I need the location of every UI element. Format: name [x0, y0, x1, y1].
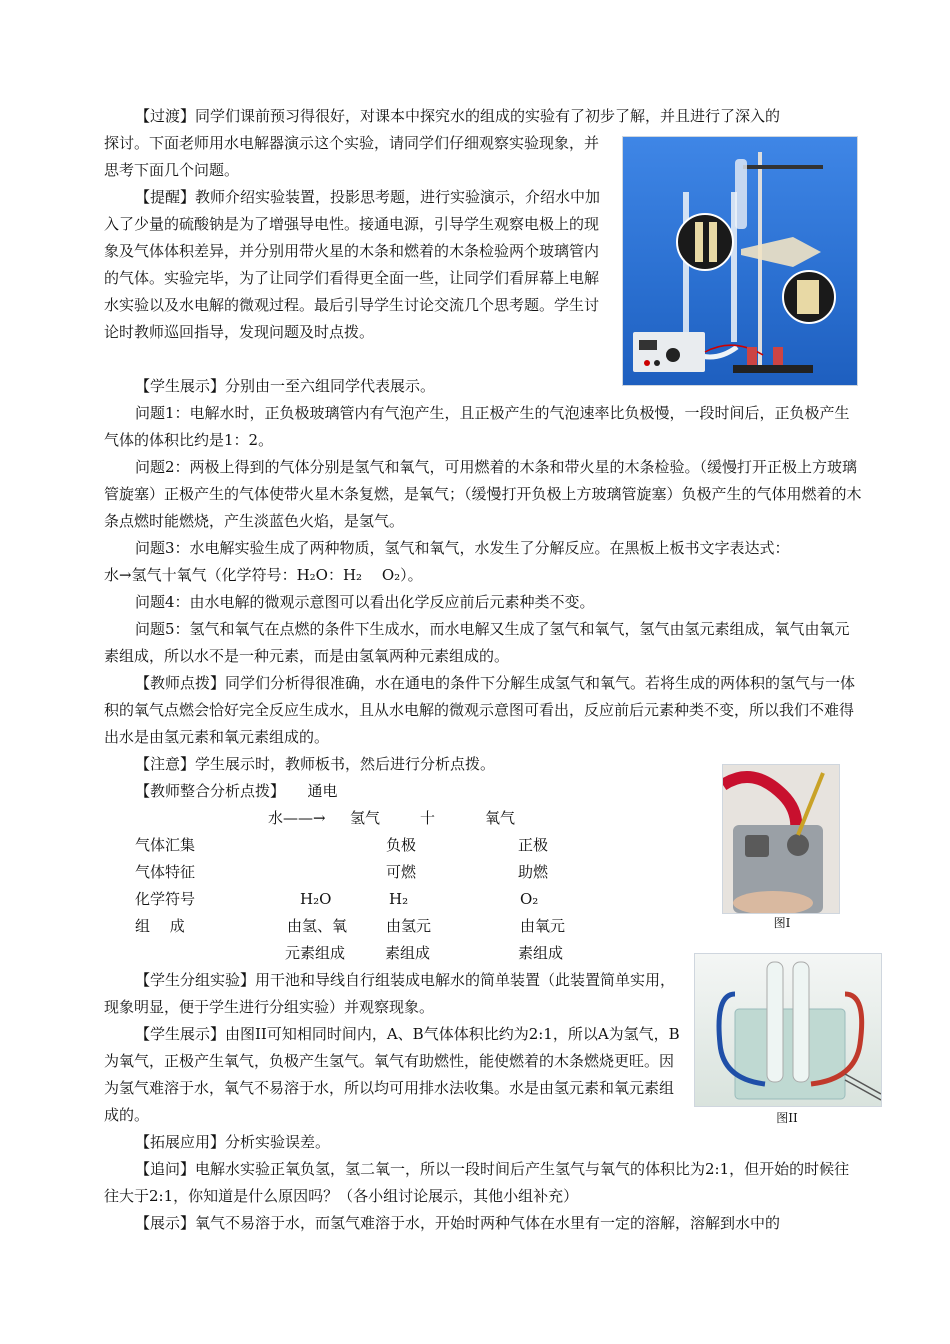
table-cell: H₂	[389, 890, 409, 908]
equation-oxygen: 氧气	[485, 809, 516, 827]
para-transition-cont: 探讨。下面老师用水电解器演示这个实验，请同学们仔细观察实验现象，并思考下面几个问题。	[104, 134, 600, 179]
table-cell: 素组成	[518, 944, 564, 962]
electrolysis-apparatus-image	[622, 136, 858, 386]
table-cell: 可燃	[386, 863, 417, 881]
table-cell: 负极	[386, 836, 417, 854]
table-row-label: 气体特征	[135, 863, 196, 881]
para-follow-up: 【追问】电解水实验正氧负氢，氢二氧一，所以一段时间后产生氢气与氧气的体积比为2:1，但开始的时候往往大于2:1，你知道是什么原因吗？（各小组讨论展示，其他小组补充）	[104, 1160, 850, 1205]
table-cell: 助燃	[518, 863, 549, 881]
simple-electrolysis-figure-2	[694, 953, 882, 1107]
table-row-label: 组 成	[135, 917, 185, 935]
para-question-3-formula: 水→氢气十氧气（化学符号：H₂O：H₂ O₂）。	[104, 566, 423, 584]
para-group-experiment: 【学生分组实验】用干池和导线自行组装成电解水的简单装置（此装置简单实用，现象明显，便于学生进行分组实验）并观察现象。	[104, 971, 676, 1016]
para-student-show: 【学生展示】分别由一至六组同学代表展示。	[135, 377, 436, 395]
table-cell: H₂O	[300, 890, 332, 908]
para-display: 【展示】氧气不易溶于水，而氢气难溶于水，开始时两种气体在水里有一定的溶解，溶解到水中的	[135, 1214, 781, 1232]
table-row-label: 化学符号	[135, 890, 196, 908]
table-cell: 素组成	[385, 944, 431, 962]
para-extension: 【拓展应用】分析实验误差。	[135, 1133, 331, 1151]
para-question-3: 问题3：水电解实验生成了两种物质，氢气和氧气，水发生了分解反应。在黑板上板书文字表达式：	[135, 539, 790, 557]
battery-photo-figure-1	[722, 764, 840, 914]
table-cell: 元素组成	[285, 944, 346, 962]
para-question-4: 问题4：由水电解的微观示意图可以看出化学反应前后元素种类不变。	[135, 593, 595, 611]
para-question-5: 问题5：氢气和氧气在点燃的条件下生成水，而水电解又生成了氢气和氧气，氢气由氢元素组成，氧气由氧元素组成，所以水不是一种元素，而是由氢氧两种元素组成的。	[104, 620, 850, 665]
para-question-1: 问题1：电解水时，正负极玻璃管内有气泡产生，且正极产生的气泡速率比负极慢，一段时间后，正负极产生气体的体积比约是1：2。	[104, 404, 850, 449]
para-integrated-analysis: 【教师整合分析点拨】 通电	[135, 782, 338, 800]
table-cell: O₂	[520, 890, 539, 908]
equation-plus: 十	[420, 809, 436, 827]
figure-2-caption: 图II	[776, 1111, 798, 1125]
para-student-show-2: 【学生展示】由图II可知相同时间内，A、B气体体积比约为2:1，所以A为氢气，B为氧气，正极产生氧气，负极产生氢气。氧气有助燃性，能使燃着的木条燃烧更旺。因为氢气难溶于水，氧气不易溶于水，所以均可用排水法收集。水是由氢元素和氧元素组成的。	[104, 1025, 680, 1124]
para-reminder: 【提醒】教师介绍实验装置，投影思考题，进行实验演示，介绍水中加入了少量的硫酸钠是为了增强导电性。接通电源，引导学生观察电极上的现象及气体体积差异，并分别用带火星的木条和燃着的木条检验两个玻璃管内的气体。实验完毕，为了让同学们看得更全面一些，让同学们看屏幕上电解水实验以及水电解的微观过程。最后引导学生讨论交流几个思考题。学生讨论时教师巡回指导，发现问题及时点拨。	[104, 188, 601, 341]
para-transition: 【过渡】同学们课前预习得很好，对课本中探究水的组成的实验有了初步了解，并且进行了深入的	[135, 107, 781, 125]
equation-hydrogen: 氢气	[350, 809, 381, 827]
electrolysis-drawing	[695, 954, 881, 1106]
equation-water: 水——→	[268, 809, 326, 827]
table-cell: 正极	[518, 836, 549, 854]
table-cell: 由氢、氧	[287, 917, 348, 935]
table-row-label: 气体汇集	[135, 836, 196, 854]
para-question-2: 问题2：两极上得到的气体分别是氢气和氧气，可用燃着的木条和带火星的木条检验。（缓慢打开正极上方玻璃管旋塞）正极产生的气体使带火星木条复燃，是氧气；（缓慢打开负极上方玻璃管旋塞）负极产生的气体用燃着的木条点燃时能燃烧，产生淡蓝色火焰，是氢气。	[104, 458, 862, 530]
figure-1-caption: 图I	[773, 916, 791, 930]
para-note: 【注意】学生展示时，教师板书，然后进行分析点拨。	[135, 755, 496, 773]
table-cell: 由氧元	[520, 917, 566, 935]
para-teacher-guidance: 【教师点拨】同学们分析得很准确，水在通电的条件下分解生成氢气和氧气。若将生成的两体积的氢气与一体积的氧气点燃会恰好完全反应生成水，且从水电解的微观示意图可看出，反应前后元素种类不变，所以我们不难得出水是由氢元素和氧元素组成的。	[104, 674, 856, 746]
apparatus-drawing	[623, 137, 857, 385]
battery-drawing	[723, 765, 839, 913]
table-cell: 由氢元	[386, 917, 432, 935]
